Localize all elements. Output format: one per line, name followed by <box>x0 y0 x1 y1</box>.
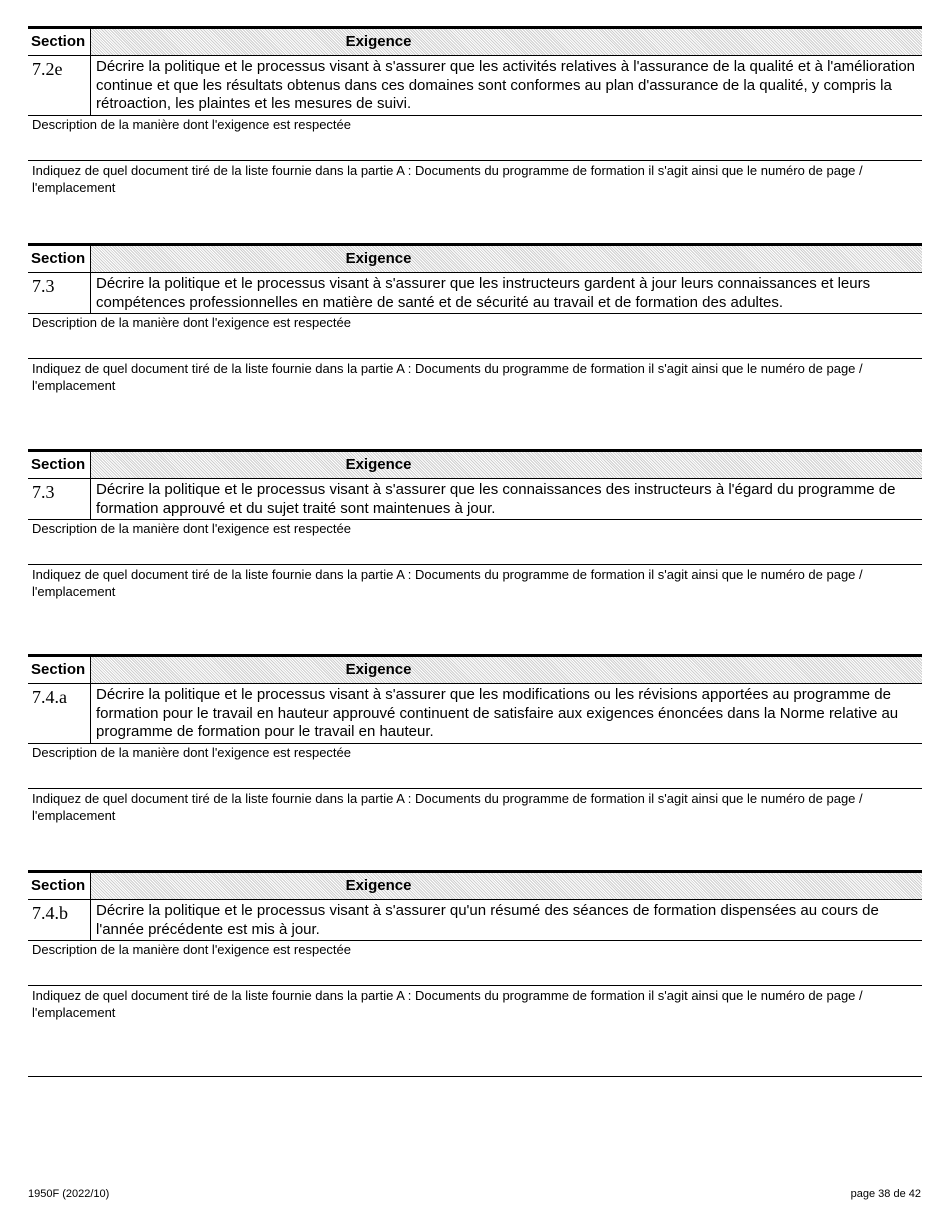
document-field[interactable]: Indiquez de quel document tiré de la liste fournie dans la partie A : Documents du programme de formation il s'agit ainsi que le numéro de page / l'emplacement <box>32 162 863 195</box>
section-header: Section <box>28 29 91 55</box>
requirement-text: Décrire la politique et le processus visant à s'assurer que les connaissances des instructeurs à l'égard du programme de formation approuvé et du sujet traité sont maintenues à jour. <box>96 481 896 517</box>
requirement-row <box>28 273 922 314</box>
requirement-row <box>28 479 922 520</box>
document-field[interactable]: Indiquez de quel document tiré de la liste fournie dans la partie A : Documents du programme de formation il s'agit ainsi que le numéro de page / l'emplacement <box>32 988 863 1020</box>
divider <box>28 1076 922 1077</box>
table-header <box>28 243 922 273</box>
requirement-block-4 <box>28 654 922 824</box>
table-header <box>28 26 922 56</box>
description-field[interactable]: Description de la manière dont l'exigence est respectée <box>32 315 351 330</box>
requirement-row <box>28 56 922 116</box>
document-field[interactable]: Indiquez de quel document tiré de la liste fournie dans la partie A : Documents du programme de formation il s'agit ainsi que le numéro de page / l'emplacement <box>32 790 863 823</box>
section-header: Section <box>28 657 91 683</box>
table-header <box>28 449 922 479</box>
section-header: Section <box>28 873 91 899</box>
exigence-header: Exigence <box>345 250 412 267</box>
section-number: 7.3 <box>28 479 91 519</box>
requirement-block-1 <box>28 26 922 196</box>
form-id: 1950F (2022/10) <box>28 1188 110 1200</box>
requirement-block-2 <box>28 243 922 394</box>
section-header: Section <box>28 246 91 272</box>
requirement-text: Décrire la politique et le processus visant à s'assurer que les modifications ou les révisions apportées au programme de formation pour le travail en hauteur approuvé continuent de satisfaire aux exigences énoncées dans la Norme relative au programme de formation pour le travail en hauteur. <box>96 686 899 740</box>
requirement-block-5 <box>28 870 922 1021</box>
exigence-header: Exigence <box>345 33 412 50</box>
section-number: 7.4.b <box>28 900 91 940</box>
page-number: page 38 de 42 <box>850 1188 921 1200</box>
exigence-header: Exigence <box>345 456 412 473</box>
requirement-text: Décrire la politique et le processus visant à s'assurer qu'un résumé des séances de formation dispensées au cours de l'année précédente est mis à jour. <box>96 902 879 938</box>
description-field[interactable]: Description de la manière dont l'exigence est respectée <box>32 116 351 132</box>
description-field[interactable]: Description de la manière dont l'exigence est respectée <box>32 744 351 760</box>
section-number: 7.3 <box>28 273 91 313</box>
document-field[interactable]: Indiquez de quel document tiré de la liste fournie dans la partie A : Documents du programme de formation il s'agit ainsi que le numéro de page / l'emplacement <box>32 361 863 393</box>
requirement-row <box>28 684 922 744</box>
section-number: 7.4.a <box>28 684 91 743</box>
description-field[interactable]: Description de la manière dont l'exigence est respectée <box>32 521 351 536</box>
description-field[interactable]: Description de la manière dont l'exigence est respectée <box>32 942 351 957</box>
section-number: 7.2e <box>28 56 91 115</box>
requirement-block-3 <box>28 449 922 600</box>
requirement-text: Décrire la politique et le processus visant à s'assurer que les activités relatives à l'assurance de la qualité et à l'amélioration continue et que les résultats obtenus dans ces domaines sont conformes au plan d'assurance de la qualité, y compris la rétroaction, les plaintes et les mesures de suivi. <box>96 58 916 112</box>
requirement-row <box>28 900 922 941</box>
exigence-header: Exigence <box>345 877 412 894</box>
document-field[interactable]: Indiquez de quel document tiré de la liste fournie dans la partie A : Documents du programme de formation il s'agit ainsi que le numéro de page / l'emplacement <box>32 567 863 599</box>
table-header <box>28 870 922 900</box>
exigence-header: Exigence <box>345 661 412 678</box>
section-header: Section <box>28 452 91 478</box>
table-header <box>28 654 922 684</box>
requirement-text: Décrire la politique et le processus visant à s'assurer que les instructeurs gardent à jour leurs connaissances et leurs compétences professionnelles en matière de santé et de sécurité au travail et de formation des adultes. <box>96 275 871 311</box>
